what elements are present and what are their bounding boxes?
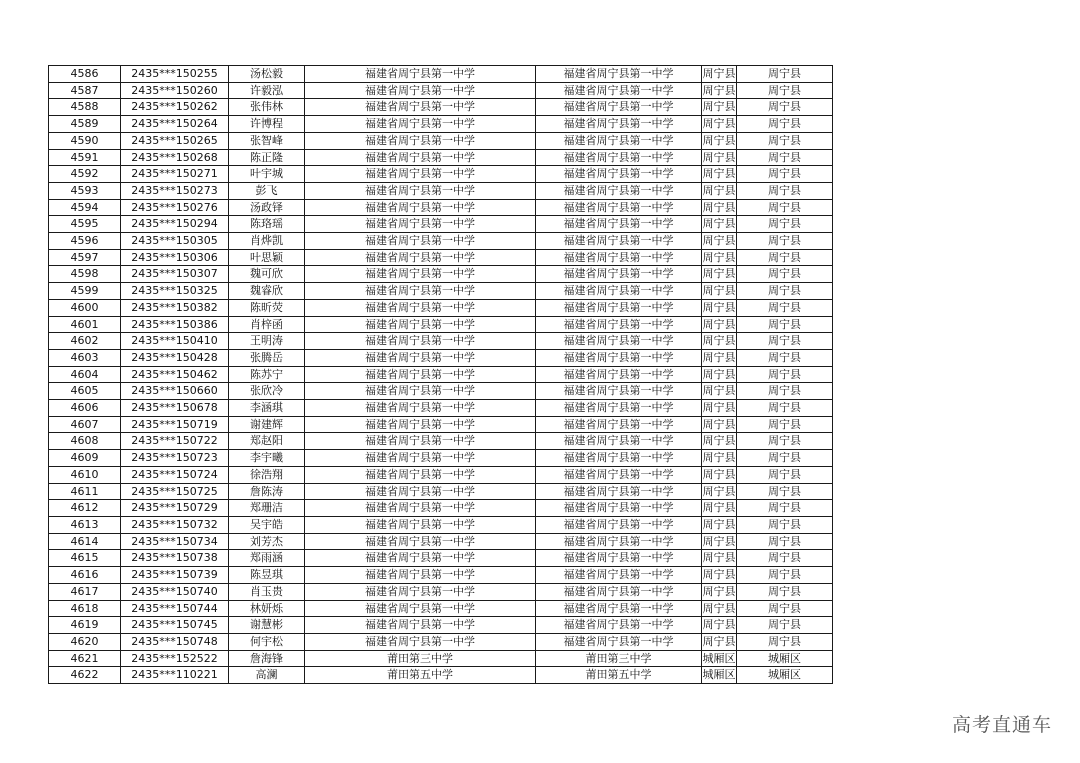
enroll-school-cell: 福建省周宁县第一中学 <box>536 266 702 283</box>
student-name-cell: 吴宇皓 <box>229 516 305 533</box>
school-cell: 福建省周宁县第一中学 <box>305 249 536 266</box>
school-cell: 福建省周宁县第一中学 <box>305 617 536 634</box>
region-cell: 周宁县 <box>737 600 833 617</box>
school-cell: 福建省周宁县第一中学 <box>305 366 536 383</box>
exam-id-cell: 2435***150264 <box>121 116 229 133</box>
row-number-cell: 4602 <box>49 333 121 350</box>
student-name-cell: 詹海锋 <box>229 650 305 667</box>
exam-id-cell: 2435***150307 <box>121 266 229 283</box>
county-cell: 周宁县 <box>702 483 737 500</box>
student-name-cell: 汤政铎 <box>229 199 305 216</box>
row-number-cell: 4601 <box>49 316 121 333</box>
roster-table <box>48 65 833 684</box>
exam-id-cell: 2435***150745 <box>121 617 229 634</box>
enroll-school-cell: 福建省周宁县第一中学 <box>536 433 702 450</box>
exam-id-cell: 2435***150294 <box>121 216 229 233</box>
table-row <box>49 416 833 433</box>
county-cell: 城厢区 <box>702 667 737 684</box>
region-cell: 周宁县 <box>737 383 833 400</box>
enroll-school-cell: 福建省周宁县第一中学 <box>536 349 702 366</box>
school-cell: 福建省周宁县第一中学 <box>305 82 536 99</box>
table-row <box>49 600 833 617</box>
table-row <box>49 633 833 650</box>
region-cell: 周宁县 <box>737 182 833 199</box>
county-cell: 周宁县 <box>702 166 737 183</box>
table-row <box>49 82 833 99</box>
table-row <box>49 667 833 684</box>
enroll-school-cell: 福建省周宁县第一中学 <box>536 533 702 550</box>
exam-id-cell: 2435***150739 <box>121 567 229 584</box>
table-row <box>49 483 833 500</box>
county-cell: 周宁县 <box>702 550 737 567</box>
region-cell: 周宁县 <box>737 400 833 417</box>
row-number-cell: 4613 <box>49 516 121 533</box>
enroll-school-cell: 福建省周宁县第一中学 <box>536 483 702 500</box>
county-cell: 周宁县 <box>702 299 737 316</box>
region-cell: 周宁县 <box>737 633 833 650</box>
exam-id-cell: 2435***150724 <box>121 466 229 483</box>
county-cell: 周宁县 <box>702 82 737 99</box>
row-number-cell: 4621 <box>49 650 121 667</box>
school-cell: 福建省周宁县第一中学 <box>305 550 536 567</box>
table-row <box>49 283 833 300</box>
region-cell: 周宁县 <box>737 583 833 600</box>
region-cell: 周宁县 <box>737 366 833 383</box>
roster-table-body <box>49 66 833 684</box>
school-cell: 福建省周宁县第一中学 <box>305 450 536 467</box>
county-cell: 周宁县 <box>702 233 737 250</box>
school-cell: 福建省周宁县第一中学 <box>305 500 536 517</box>
region-cell: 周宁县 <box>737 533 833 550</box>
region-cell: 周宁县 <box>737 233 833 250</box>
exam-id-cell: 2435***150386 <box>121 316 229 333</box>
student-name-cell: 詹陈涛 <box>229 483 305 500</box>
school-cell: 福建省周宁县第一中学 <box>305 199 536 216</box>
region-cell: 周宁县 <box>737 216 833 233</box>
school-cell: 福建省周宁县第一中学 <box>305 299 536 316</box>
table-row <box>49 516 833 533</box>
county-cell: 周宁县 <box>702 516 737 533</box>
enroll-school-cell: 福建省周宁县第一中学 <box>536 182 702 199</box>
school-cell: 福建省周宁县第一中学 <box>305 600 536 617</box>
student-name-cell: 李宇曦 <box>229 450 305 467</box>
row-number-cell: 4606 <box>49 400 121 417</box>
exam-id-cell: 2435***150382 <box>121 299 229 316</box>
region-cell: 周宁县 <box>737 82 833 99</box>
school-cell: 福建省周宁县第一中学 <box>305 266 536 283</box>
student-name-cell: 何宇松 <box>229 633 305 650</box>
student-name-cell: 王明涛 <box>229 333 305 350</box>
table-row <box>49 433 833 450</box>
row-number-cell: 4618 <box>49 600 121 617</box>
exam-id-cell: 2435***150276 <box>121 199 229 216</box>
school-cell: 福建省周宁县第一中学 <box>305 66 536 83</box>
table-row <box>49 550 833 567</box>
row-number-cell: 4597 <box>49 249 121 266</box>
county-cell: 周宁县 <box>702 349 737 366</box>
county-cell: 周宁县 <box>702 383 737 400</box>
student-name-cell: 陈苏宁 <box>229 366 305 383</box>
region-cell: 周宁县 <box>737 500 833 517</box>
region-cell: 周宁县 <box>737 483 833 500</box>
table-row <box>49 533 833 550</box>
enroll-school-cell: 福建省周宁县第一中学 <box>536 283 702 300</box>
exam-id-cell: 2435***150273 <box>121 182 229 199</box>
school-cell: 福建省周宁县第一中学 <box>305 533 536 550</box>
enroll-school-cell: 福建省周宁县第一中学 <box>536 149 702 166</box>
exam-id-cell: 2435***150729 <box>121 500 229 517</box>
school-cell: 福建省周宁县第一中学 <box>305 216 536 233</box>
enroll-school-cell: 福建省周宁县第一中学 <box>536 216 702 233</box>
row-number-cell: 4616 <box>49 567 121 584</box>
exam-id-cell: 2435***150462 <box>121 366 229 383</box>
exam-id-cell: 2435***150723 <box>121 450 229 467</box>
school-cell: 福建省周宁县第一中学 <box>305 567 536 584</box>
county-cell: 城厢区 <box>702 650 737 667</box>
student-name-cell: 魏可欣 <box>229 266 305 283</box>
enroll-school-cell: 福建省周宁县第一中学 <box>536 383 702 400</box>
region-cell: 周宁县 <box>737 116 833 133</box>
exam-id-cell: 2435***150268 <box>121 149 229 166</box>
row-number-cell: 4615 <box>49 550 121 567</box>
exam-id-cell: 2435***150660 <box>121 383 229 400</box>
exam-id-cell: 2435***150748 <box>121 633 229 650</box>
row-number-cell: 4592 <box>49 166 121 183</box>
exam-id-cell: 2435***150265 <box>121 132 229 149</box>
exam-id-cell: 2435***150271 <box>121 166 229 183</box>
county-cell: 周宁县 <box>702 283 737 300</box>
county-cell: 周宁县 <box>702 466 737 483</box>
school-cell: 福建省周宁县第一中学 <box>305 416 536 433</box>
enroll-school-cell: 福建省周宁县第一中学 <box>536 132 702 149</box>
row-number-cell: 4598 <box>49 266 121 283</box>
row-number-cell: 4603 <box>49 349 121 366</box>
student-name-cell: 林妍烁 <box>229 600 305 617</box>
row-number-cell: 4622 <box>49 667 121 684</box>
enroll-school-cell: 福建省周宁县第一中学 <box>536 116 702 133</box>
enroll-school-cell: 福建省周宁县第一中学 <box>536 66 702 83</box>
student-name-cell: 叶宇城 <box>229 166 305 183</box>
table-row <box>49 349 833 366</box>
school-cell: 福建省周宁县第一中学 <box>305 583 536 600</box>
enroll-school-cell: 福建省周宁县第一中学 <box>536 366 702 383</box>
table-row <box>49 400 833 417</box>
table-row <box>49 116 833 133</box>
table-row <box>49 66 833 83</box>
table-row <box>49 299 833 316</box>
exam-id-cell: 2435***150255 <box>121 66 229 83</box>
table-row <box>49 450 833 467</box>
row-number-cell: 4594 <box>49 199 121 216</box>
table-row <box>49 617 833 634</box>
table-row <box>49 583 833 600</box>
table-row <box>49 249 833 266</box>
exam-id-cell: 2435***150738 <box>121 550 229 567</box>
table-row <box>49 99 833 116</box>
student-name-cell: 陈正隆 <box>229 149 305 166</box>
school-cell: 福建省周宁县第一中学 <box>305 182 536 199</box>
table-row <box>49 316 833 333</box>
school-cell: 莆田第三中学 <box>305 650 536 667</box>
row-number-cell: 4599 <box>49 283 121 300</box>
region-cell: 周宁县 <box>737 617 833 634</box>
table-row <box>49 149 833 166</box>
table-row <box>49 333 833 350</box>
student-name-cell: 张欣冷 <box>229 383 305 400</box>
row-number-cell: 4596 <box>49 233 121 250</box>
enroll-school-cell: 福建省周宁县第一中学 <box>536 299 702 316</box>
exam-id-cell: 2435***150410 <box>121 333 229 350</box>
region-cell: 周宁县 <box>737 333 833 350</box>
student-name-cell: 谢慧彬 <box>229 617 305 634</box>
region-cell: 周宁县 <box>737 416 833 433</box>
enroll-school-cell: 福建省周宁县第一中学 <box>536 99 702 116</box>
county-cell: 周宁县 <box>702 199 737 216</box>
table-row <box>49 216 833 233</box>
row-number-cell: 4608 <box>49 433 121 450</box>
table-row <box>49 132 833 149</box>
row-number-cell: 4620 <box>49 633 121 650</box>
school-cell: 福建省周宁县第一中学 <box>305 316 536 333</box>
row-number-cell: 4612 <box>49 500 121 517</box>
row-number-cell: 4605 <box>49 383 121 400</box>
county-cell: 周宁县 <box>702 182 737 199</box>
enroll-school-cell: 福建省周宁县第一中学 <box>536 249 702 266</box>
watermark-text: 高考直通车 <box>951 714 1052 736</box>
exam-id-cell: 2435***152522 <box>121 650 229 667</box>
enroll-school-cell: 福建省周宁县第一中学 <box>536 583 702 600</box>
exam-id-cell: 2435***150678 <box>121 400 229 417</box>
row-number-cell: 4586 <box>49 66 121 83</box>
exam-id-cell: 2435***150740 <box>121 583 229 600</box>
table-row <box>49 383 833 400</box>
county-cell: 周宁县 <box>702 600 737 617</box>
student-name-cell: 陈昱琪 <box>229 567 305 584</box>
county-cell: 周宁县 <box>702 99 737 116</box>
table-row <box>49 199 833 216</box>
table-row <box>49 166 833 183</box>
exam-id-cell: 2435***150732 <box>121 516 229 533</box>
county-cell: 周宁县 <box>702 583 737 600</box>
region-cell: 周宁县 <box>737 283 833 300</box>
enroll-school-cell: 福建省周宁县第一中学 <box>536 416 702 433</box>
row-number-cell: 4590 <box>49 132 121 149</box>
student-name-cell: 郑雨涵 <box>229 550 305 567</box>
row-number-cell: 4593 <box>49 182 121 199</box>
school-cell: 福建省周宁县第一中学 <box>305 383 536 400</box>
region-cell: 周宁县 <box>737 516 833 533</box>
student-name-cell: 肖玉贵 <box>229 583 305 600</box>
student-name-cell: 李涵琪 <box>229 400 305 417</box>
region-cell: 周宁县 <box>737 466 833 483</box>
county-cell: 周宁县 <box>702 266 737 283</box>
region-cell: 周宁县 <box>737 316 833 333</box>
exam-id-cell: 2435***150722 <box>121 433 229 450</box>
county-cell: 周宁县 <box>702 533 737 550</box>
county-cell: 周宁县 <box>702 66 737 83</box>
school-cell: 福建省周宁县第一中学 <box>305 233 536 250</box>
county-cell: 周宁县 <box>702 333 737 350</box>
school-cell: 福建省周宁县第一中学 <box>305 333 536 350</box>
table-row <box>49 266 833 283</box>
enroll-school-cell: 福建省周宁县第一中学 <box>536 199 702 216</box>
student-name-cell: 魏睿欣 <box>229 283 305 300</box>
row-number-cell: 4600 <box>49 299 121 316</box>
region-cell: 周宁县 <box>737 132 833 149</box>
enroll-school-cell: 福建省周宁县第一中学 <box>536 233 702 250</box>
row-number-cell: 4604 <box>49 366 121 383</box>
row-number-cell: 4619 <box>49 617 121 634</box>
exam-id-cell: 2435***150260 <box>121 82 229 99</box>
school-cell: 福建省周宁县第一中学 <box>305 483 536 500</box>
enroll-school-cell: 福建省周宁县第一中学 <box>536 633 702 650</box>
region-cell: 周宁县 <box>737 299 833 316</box>
school-cell: 福建省周宁县第一中学 <box>305 99 536 116</box>
school-cell: 莆田第五中学 <box>305 667 536 684</box>
county-cell: 周宁县 <box>702 433 737 450</box>
student-name-cell: 刘芳杰 <box>229 533 305 550</box>
table-row <box>49 466 833 483</box>
exam-id-cell: 2435***150719 <box>121 416 229 433</box>
school-cell: 福建省周宁县第一中学 <box>305 400 536 417</box>
student-name-cell: 高澜 <box>229 667 305 684</box>
exam-id-cell: 2435***150306 <box>121 249 229 266</box>
enroll-school-cell: 莆田第五中学 <box>536 667 702 684</box>
region-cell: 周宁县 <box>737 99 833 116</box>
county-cell: 周宁县 <box>702 132 737 149</box>
student-name-cell: 郑珊洁 <box>229 500 305 517</box>
county-cell: 周宁县 <box>702 149 737 166</box>
student-name-cell: 陈珞瑶 <box>229 216 305 233</box>
row-number-cell: 4588 <box>49 99 121 116</box>
student-name-cell: 许毅泓 <box>229 82 305 99</box>
row-number-cell: 4595 <box>49 216 121 233</box>
region-cell: 周宁县 <box>737 550 833 567</box>
row-number-cell: 4609 <box>49 450 121 467</box>
school-cell: 福建省周宁县第一中学 <box>305 132 536 149</box>
table-row <box>49 567 833 584</box>
school-cell: 福建省周宁县第一中学 <box>305 466 536 483</box>
enroll-school-cell: 福建省周宁县第一中学 <box>536 600 702 617</box>
region-cell: 周宁县 <box>737 166 833 183</box>
enroll-school-cell: 福建省周宁县第一中学 <box>536 567 702 584</box>
enroll-school-cell: 福建省周宁县第一中学 <box>536 166 702 183</box>
county-cell: 周宁县 <box>702 400 737 417</box>
exam-id-cell: 2435***150305 <box>121 233 229 250</box>
school-cell: 福建省周宁县第一中学 <box>305 433 536 450</box>
region-cell: 周宁县 <box>737 433 833 450</box>
region-cell: 城厢区 <box>737 650 833 667</box>
student-name-cell: 徐浩翔 <box>229 466 305 483</box>
table-row <box>49 233 833 250</box>
exam-id-cell: 2435***150262 <box>121 99 229 116</box>
enroll-school-cell: 福建省周宁县第一中学 <box>536 500 702 517</box>
region-cell: 周宁县 <box>737 149 833 166</box>
enroll-school-cell: 福建省周宁县第一中学 <box>536 316 702 333</box>
row-number-cell: 4610 <box>49 466 121 483</box>
county-cell: 周宁县 <box>702 116 737 133</box>
county-cell: 周宁县 <box>702 249 737 266</box>
enroll-school-cell: 福建省周宁县第一中学 <box>536 400 702 417</box>
region-cell: 周宁县 <box>737 567 833 584</box>
school-cell: 福建省周宁县第一中学 <box>305 283 536 300</box>
student-name-cell: 叶思颖 <box>229 249 305 266</box>
school-cell: 福建省周宁县第一中学 <box>305 116 536 133</box>
enroll-school-cell: 福建省周宁县第一中学 <box>536 516 702 533</box>
region-cell: 周宁县 <box>737 66 833 83</box>
region-cell: 城厢区 <box>737 667 833 684</box>
exam-id-cell: 2435***150744 <box>121 600 229 617</box>
student-name-cell: 郑赵阳 <box>229 433 305 450</box>
region-cell: 周宁县 <box>737 450 833 467</box>
student-name-cell: 肖梓函 <box>229 316 305 333</box>
school-cell: 福建省周宁县第一中学 <box>305 516 536 533</box>
county-cell: 周宁县 <box>702 216 737 233</box>
school-cell: 福建省周宁县第一中学 <box>305 149 536 166</box>
enroll-school-cell: 福建省周宁县第一中学 <box>536 450 702 467</box>
enroll-school-cell: 莆田第三中学 <box>536 650 702 667</box>
student-name-cell: 肖烨凯 <box>229 233 305 250</box>
school-cell: 福建省周宁县第一中学 <box>305 633 536 650</box>
row-number-cell: 4607 <box>49 416 121 433</box>
county-cell: 周宁县 <box>702 567 737 584</box>
student-name-cell: 陈昕荧 <box>229 299 305 316</box>
exam-id-cell: 2435***110221 <box>121 667 229 684</box>
student-name-cell: 彭飞 <box>229 182 305 199</box>
region-cell: 周宁县 <box>737 249 833 266</box>
row-number-cell: 4591 <box>49 149 121 166</box>
county-cell: 周宁县 <box>702 366 737 383</box>
county-cell: 周宁县 <box>702 500 737 517</box>
student-name-cell: 张智峰 <box>229 132 305 149</box>
county-cell: 周宁县 <box>702 416 737 433</box>
enroll-school-cell: 福建省周宁县第一中学 <box>536 333 702 350</box>
county-cell: 周宁县 <box>702 316 737 333</box>
exam-id-cell: 2435***150725 <box>121 483 229 500</box>
enroll-school-cell: 福建省周宁县第一中学 <box>536 466 702 483</box>
enroll-school-cell: 福建省周宁县第一中学 <box>536 617 702 634</box>
student-name-cell: 张伟林 <box>229 99 305 116</box>
row-number-cell: 4587 <box>49 82 121 99</box>
student-name-cell: 张腾岳 <box>229 349 305 366</box>
student-name-cell: 汤松毅 <box>229 66 305 83</box>
exam-id-cell: 2435***150428 <box>121 349 229 366</box>
enroll-school-cell: 福建省周宁县第一中学 <box>536 550 702 567</box>
student-name-cell: 许博程 <box>229 116 305 133</box>
exam-id-cell: 2435***150734 <box>121 533 229 550</box>
school-cell: 福建省周宁县第一中学 <box>305 166 536 183</box>
exam-id-cell: 2435***150325 <box>121 283 229 300</box>
region-cell: 周宁县 <box>737 266 833 283</box>
county-cell: 周宁县 <box>702 633 737 650</box>
row-number-cell: 4614 <box>49 533 121 550</box>
county-cell: 周宁县 <box>702 617 737 634</box>
region-cell: 周宁县 <box>737 349 833 366</box>
enroll-school-cell: 福建省周宁县第一中学 <box>536 82 702 99</box>
region-cell: 周宁县 <box>737 199 833 216</box>
table-row <box>49 500 833 517</box>
table-row <box>49 650 833 667</box>
row-number-cell: 4611 <box>49 483 121 500</box>
row-number-cell: 4617 <box>49 583 121 600</box>
table-row <box>49 182 833 199</box>
student-name-cell: 谢建辉 <box>229 416 305 433</box>
row-number-cell: 4589 <box>49 116 121 133</box>
county-cell: 周宁县 <box>702 450 737 467</box>
table-row <box>49 366 833 383</box>
school-cell: 福建省周宁县第一中学 <box>305 349 536 366</box>
